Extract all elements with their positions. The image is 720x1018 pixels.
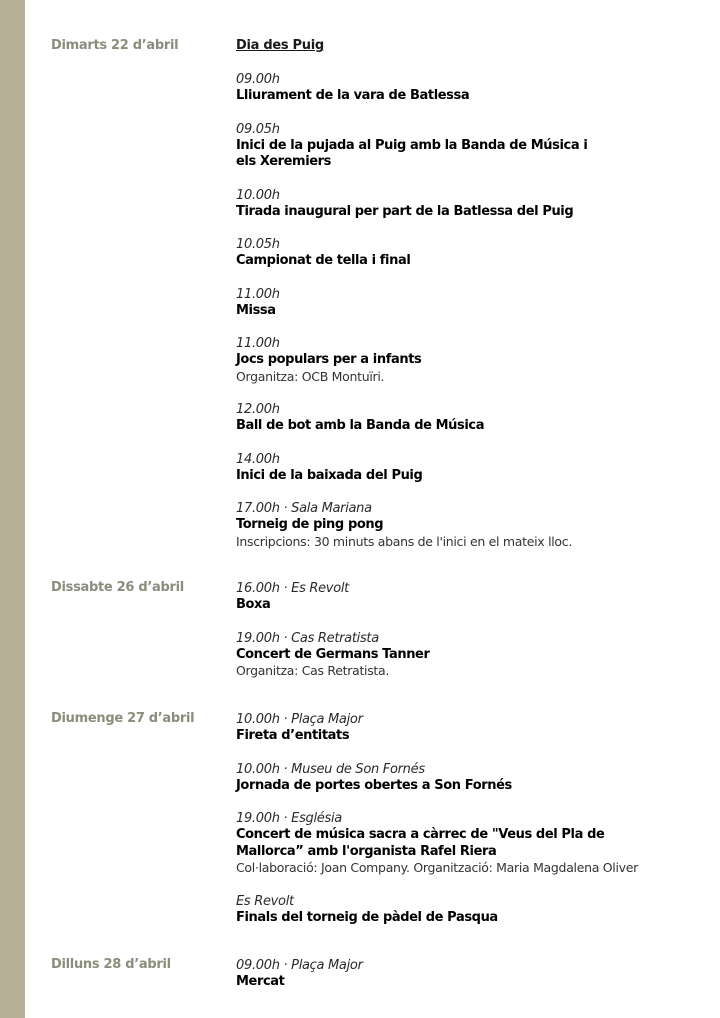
event-title: Missa (236, 302, 276, 318)
event-list (236, 711, 706, 942)
day-label: Dilluns 28 d’abril (51, 957, 171, 972)
side-color-bar (0, 0, 25, 1018)
event-title: Finals del torneig de pàdel de Pasqua (236, 909, 498, 925)
event (236, 236, 706, 270)
event-title: Mercat (236, 974, 285, 989)
event-title: Inici de la baixada del Puig (236, 467, 423, 483)
event-time: 12.00h (236, 402, 280, 417)
event-title: Inici de la pujada al Puig amb la Banda de Música i els Xeremiers (236, 137, 588, 169)
event (236, 893, 706, 927)
event-time: Es Revolt (236, 893, 294, 909)
event-time: 10.05h (236, 237, 280, 252)
event-time: 10.00h · Museu de Son Fornés (236, 761, 425, 777)
event-time: 09.05h (236, 121, 280, 137)
event (236, 580, 706, 614)
day-label: Dissabte 26 d’abril (51, 580, 184, 595)
event-list (236, 957, 706, 1007)
event (236, 500, 706, 550)
event-title: Concert de Germans Tanner (236, 646, 430, 662)
event (236, 761, 706, 795)
event (236, 957, 706, 991)
event-time: 10.00h · Plaça Major (236, 712, 363, 727)
event-title: Tirada inaugural per part de la Batlessa del Puig (236, 203, 574, 219)
event-note: Organitza: OCB Montuïri. (236, 368, 385, 384)
event-title: Ball de bot amb la Banda de Música (236, 418, 485, 433)
event-time: 14.00h (236, 451, 280, 467)
event-time: 09.00h (236, 72, 280, 87)
event-title: Fireta d’entitats (236, 728, 350, 743)
event (236, 401, 706, 435)
event-title: Concert de música sacra a càrrec de "Veus del Pla de Mallorca” amb l'organista Rafel Riera (236, 827, 605, 859)
event-list (236, 580, 706, 696)
event (236, 71, 706, 105)
event-title: Boxa (236, 597, 271, 612)
event (236, 711, 706, 745)
event-time: 16.00h · Es Revolt (236, 581, 349, 596)
event (236, 335, 706, 385)
event (236, 286, 706, 320)
event (236, 187, 706, 221)
event-list (236, 38, 706, 566)
event-time: 09.00h · Plaça Major (236, 958, 363, 973)
event-title: Lliurament de la vara de Batlessa (236, 88, 470, 103)
day-label: Diumenge 27 d’abril (51, 711, 195, 726)
event-time: 19.00h · Cas Retratista (236, 630, 379, 646)
event-time: 11.00h (236, 286, 280, 302)
event-title: Jocs populars per a infants (236, 352, 422, 367)
day-label: Dimarts 22 d’abril (51, 38, 179, 53)
event-time: 17.00h · Sala Mariana (236, 501, 372, 516)
event-title: Torneig de ping pong (236, 517, 384, 532)
event (236, 810, 706, 877)
event-time: 10.00h (236, 187, 280, 203)
event-title: Campionat de tella i final (236, 253, 411, 268)
event-note: Organitza: Cas Retratista. (236, 663, 390, 678)
event-title: Jornada de portes obertes a Son Fornés (236, 777, 512, 793)
day-title: Dia des Puig (236, 38, 324, 53)
event (236, 121, 706, 171)
event-note: Inscripcions: 30 minuts abans de l'inici en el mateix lloc. (236, 533, 573, 549)
event-time: 11.00h (236, 336, 280, 351)
event (236, 451, 706, 485)
event-time: 19.00h · Església (236, 811, 342, 826)
event (236, 630, 706, 680)
event-note: Col·laboració: Joan Company. Organització: Maria Magdalena Oliver (236, 860, 638, 875)
